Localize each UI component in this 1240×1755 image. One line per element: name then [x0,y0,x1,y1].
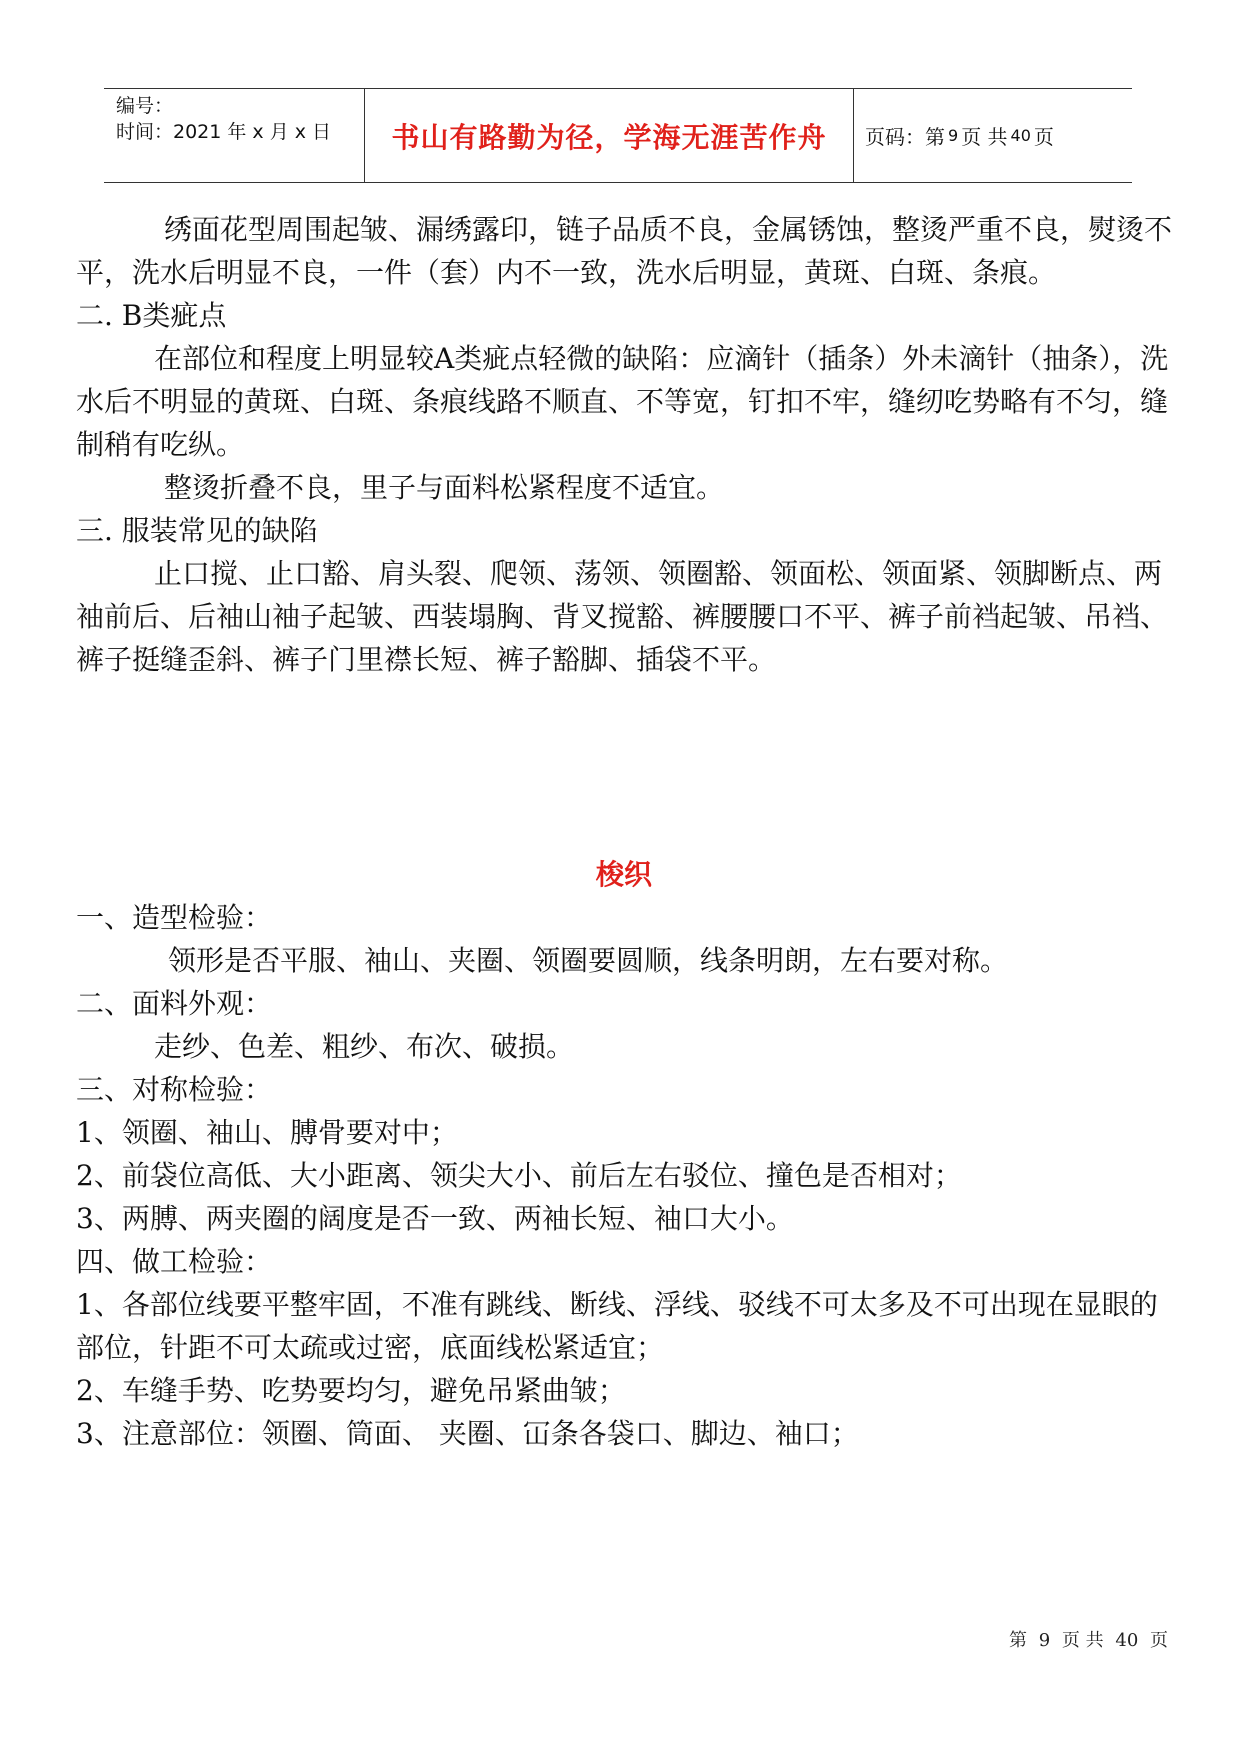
paragraph-common-defects: 止口搅、止口豁、肩头裂、爬领、荡领、领圈豁、领面松、领面紧、领脚断点、两袖前后、后袖山袖子起皱、西装塌胸、背叉搅豁、裤腰腰口不平、裤子前裆起皱、吊裆、裤子挺缝歪斜、裤子门里襟长短、裤子豁脚、插袋不平。 [76,557,1169,676]
fabric-appearance-text: 走纱、色差、粗纱、布次、破损。 [154,1030,575,1063]
footer-prefix: 第 [1009,1630,1027,1651]
shape-inspection-text: 领形是否平服、袖山、夹圈、领圈要圆顺，线条明朗，左右要对称。 [168,944,1009,977]
heading-workmanship-inspection: 四、做工检验： [76,1245,273,1278]
page-total: 40 [1010,126,1031,145]
document-number-label: 编号： [116,95,174,117]
header-meta [104,89,364,182]
symmetry-item-2: 2、前袋位高低、大小距离、领尖大小、前后左右驳位、撞色是否相对； [76,1159,962,1192]
footer-mid: 页 共 [1061,1630,1104,1651]
spacer [76,681,1172,853]
heading-fabric-appearance: 二、面料外观： [76,987,273,1020]
page-footer [1006,1626,1171,1652]
page-prefix: 页码：第 [865,125,945,149]
workmanship-item-3: 3、注意部位：领圈、筒面、 夹圈、冚条各袋口、脚边、袖口； [76,1417,859,1450]
heading-symmetry-inspection: 三、对称检验： [76,1073,273,1106]
workmanship-item-1: 1、各部位线要平整牢固，不准有跳线、断线、浮线、驳线不可太多及不可出现在显眼的部位，针距不可太疏或过密，底面线松紧适宜； [76,1288,1158,1364]
document-body [76,208,1172,1455]
header-page-indicator [853,89,1132,182]
header-motto: 书山有路勤为径，学海无涯苦作舟 [391,120,827,154]
symmetry-item-1: 1、领圈、袖山、膊骨要对中； [76,1116,458,1149]
heading-shape-inspection: 一、造型检验： [76,901,273,934]
page-mid: 页 共 [961,125,1008,149]
paragraph-ironing: 整烫折叠不良，里子与面料松紧程度不适宜。 [164,471,725,504]
footer-page: 9 [1038,1630,1051,1651]
page-suffix: 页 [1033,125,1054,149]
heading-b-defects: 二. B类疵点 [76,299,227,332]
section-title: 梭织 [595,858,652,891]
footer-total: 40 [1115,1630,1139,1651]
symmetry-item-3: 3、两膊、两夹圈的阔度是否一致、两袖长短、袖口大小。 [76,1202,794,1235]
document-time-label: 时间：2021 年 x 月 x 日 [116,121,332,143]
document-header [104,88,1132,183]
footer-suffix: 页 [1150,1630,1169,1651]
heading-common-defects: 三. 服装常见的缺陷 [76,514,318,547]
workmanship-item-2: 2、车缝手势、吃势要均匀，避免吊紧曲皱； [76,1374,626,1407]
page-number: 9 [948,126,959,145]
header-motto-cell [364,89,854,182]
paragraph-b-defects: 在部位和程度上明显较A类疵点轻微的缺陷：应滴针（插条）外未滴针（抽条），洗水后不明显的黄斑、白斑、条痕线路不顺直、不等宽，钉扣不牢，缝纫吃势略有不匀，缝制稍有吃纵。 [76,342,1169,461]
paragraph-a-defects: 绣面花型周围起皱、漏绣露印，链子品质不良，金属锈蚀，整烫严重不良，熨烫不平，洗水后明显不良，一件（套）内不一致，洗水后明显，黄斑、白斑、条痕。 [76,213,1173,289]
